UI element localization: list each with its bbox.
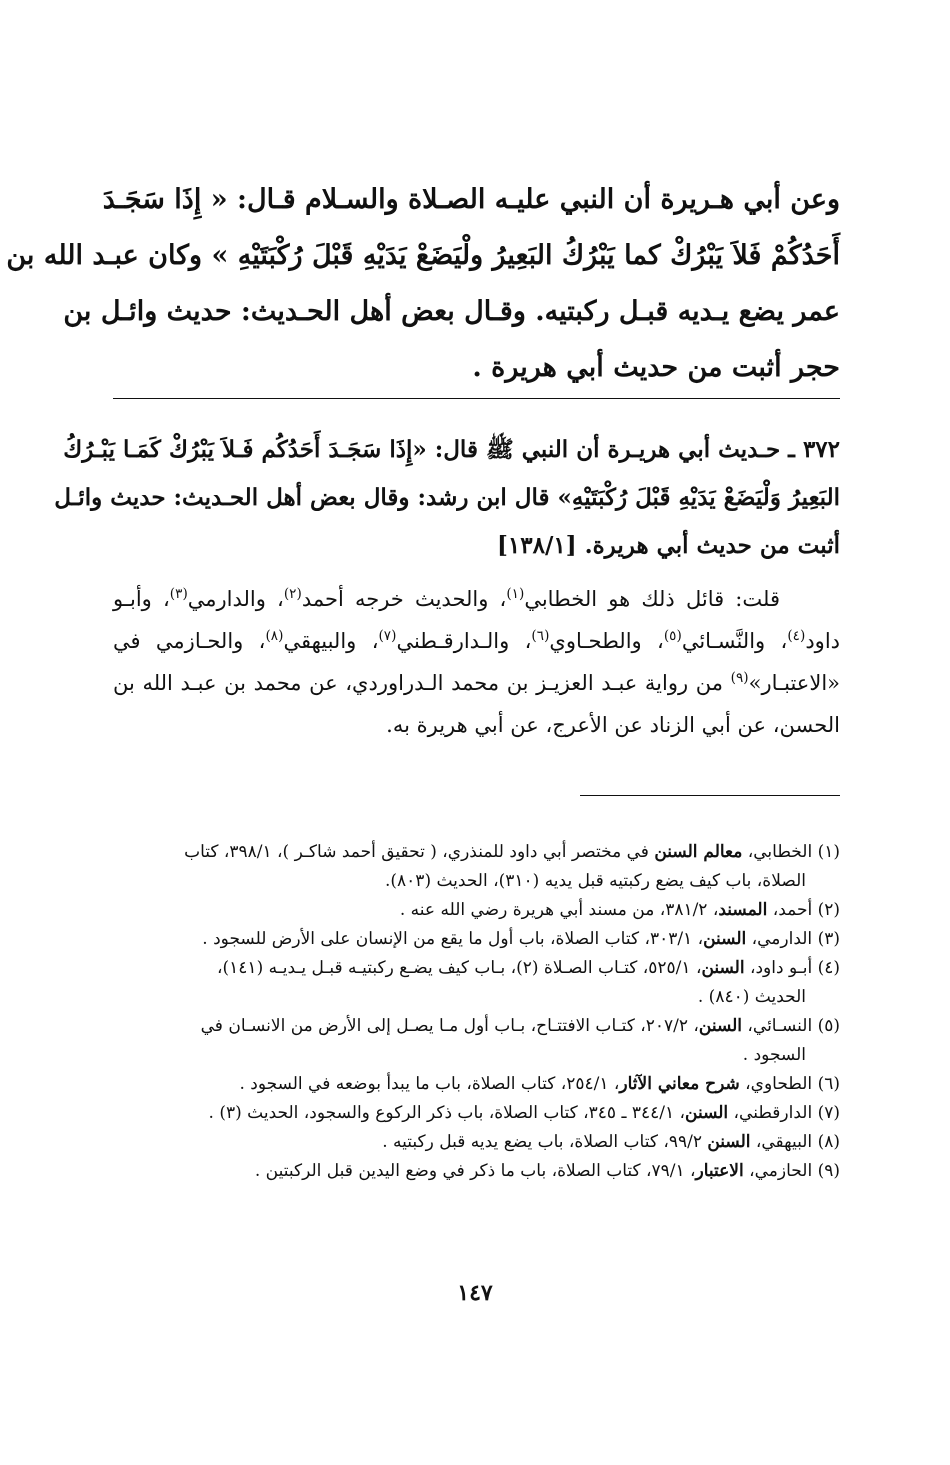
footnote-separator [580,795,840,796]
footnote-marker[interactable]: (٣) [169,586,188,602]
page-number: ١٤٧ [457,1280,493,1306]
footnote-author: البيهقي، [750,1132,813,1152]
footnote-author: الطحاوي، [739,1074,813,1094]
footnote-number: (٨) [817,1132,840,1152]
quote-line: وعن أبي هـريرة أن النبي عليـه الصـلاة والسـلام قـال: « إِذَا سَجَـدَ [102,184,840,215]
commentary-line [113,578,840,620]
footnote-number: (٢) [817,900,840,920]
footnote-marker[interactable]: (٦) [531,628,550,644]
footnote-marker[interactable]: (٢) [283,586,302,602]
footnote-marker[interactable]: (٥) [663,628,682,644]
text-run: ، والنَّسـائي [681,629,788,653]
footnote-number: (٩) [817,1161,840,1181]
entry-line: ٣٧٢ ـ حـديث أبي هريـرة أن النبي ﷺ قال: «إِذَا سَجَـدَ أَحَدُكُم فَـلاَ يَبْرُكْ كَمَـا يَبْـرُكُ [63,436,840,463]
text-run: قلت: قائل ذلك هو الخطابي [524,587,780,611]
footnote-author: الدارمي، [746,929,813,949]
section-divider [113,398,840,399]
commentary-paragraph [113,578,840,746]
footnote [110,1128,840,1157]
footnote [110,1099,840,1128]
footnote-number: (٤) [817,958,840,978]
footnote-number: (٥) [817,1016,840,1036]
text-run: ، والطحـاوي [549,629,664,653]
text-run: من رواية عبـد العزيـز بن محمد الـدراوردي، عن محمد بن عبـد الله بن [113,671,731,695]
footnote-text: ، ٢٠٧/٢، كتـاب الافتتـاح، بـاب أول مـا يصـل إلى الأرض من الانسـان في [200,1016,699,1036]
footnote-title: شرح معاني الآثار [619,1074,740,1094]
text-run: ، والدارمي [187,587,284,611]
quote-line: حجر أثبت من حديث أبي هريرة . [472,352,840,383]
footnote-title: السنن [707,1132,751,1152]
footnote-marker[interactable]: (٧) [378,628,397,644]
footnote-author: النسـائي، [742,1016,813,1036]
footnote [110,954,840,1012]
entry-line: أثبت من حديث أبي هريرة. [١٣٨/١] [497,532,840,559]
footnote-number: (١) [817,842,840,862]
footnote-text: في مختصر أبي داود للمنذري، ( تحقيق أحمد شاكـر )، ٣٩٨/١، كتاب [184,842,655,862]
quoted-passage [6,172,840,396]
footnote-continuation: الحديث (٨٤٠) . [697,987,806,1007]
footnote-number: (٦) [817,1074,840,1094]
footnote [110,1012,840,1070]
footnote-continuation: الصلاة، باب كيف يضع ركبتيه قبل يديه (٣١٠)، الحديث (٨٠٣). [385,871,806,891]
footnote-title: المسند [718,900,768,920]
footnote-marker[interactable]: (٨) [265,628,284,644]
commentary-line [113,662,840,704]
footnote-author: أحمد، [767,900,813,920]
footnote-text: ، ٣٨١/٢، من مسند أبي هريرة رضي الله عنه . [399,900,719,920]
quote-line: عمر يضع يـديه قبـل ركبتيه. وقـال بعض أهل الحـديث: حديث وائـل بن [63,296,840,327]
commentary-line: الحسن، عن أبي الزناد عن الأعرج، عن أبي هريرة به. [386,713,840,737]
footnote [110,838,840,896]
text-run: ، والـدارقـطني [396,629,532,653]
text-run: ، وأبـو [113,587,170,611]
commentary-line [113,620,840,662]
footnote [110,896,840,925]
footnote [110,1070,840,1099]
footnote-text: ٩٩/٢، كتاب الصلاة، باب يضع يديه قبل ركبتيه . [382,1132,708,1152]
footnote-title: الاعتبار [695,1161,744,1181]
text-run: «الاعتبـار» [748,671,840,695]
footnote-title: السنن [698,1016,743,1036]
footnote-number: (٣) [817,929,840,949]
footnote [110,925,840,954]
text-run: ، والحـازمي في [113,629,266,653]
hadith-entry [54,426,840,570]
footnote-marker[interactable]: (١) [506,586,525,602]
footnote-author: أبـو داود، [744,958,813,978]
footnote-text: ، ٣٤٤/١ ـ ٣٤٥، كتاب الصلاة، باب ذكر الركوع والسجود، الحديث (٣) . [208,1103,685,1123]
footnotes [110,838,840,1186]
footnote-marker[interactable]: (٩) [730,670,749,686]
footnote [110,1157,840,1186]
footnote-continuation: السجود . [742,1045,806,1065]
footnote-number: (٧) [817,1103,840,1123]
text-run: ، والبيهقي [283,629,379,653]
footnote-title: معالم السنن [654,842,743,862]
text-run: داود [805,629,841,653]
footnote-title: السنن [701,958,745,978]
footnote-author: الحازمي، [743,1161,813,1181]
text-run: ، والحديث خرجه أحمد [301,587,507,611]
footnote-author: الدارقطني، [728,1103,813,1123]
entry-line: البَعِيرُ وَلْيَضَعْ يَدَيْهِ قَبْلَ رُكْبَتَيْهِ» قال ابن رشد: وقال بعض أهل الحـديث: حديث وائـل [54,484,840,511]
footnote-text: ، ٣٠٣/١، كتاب الصلاة، باب أول ما يقع من الإنسان على الأرض للسجود . [202,929,704,949]
footnote-author: الخطابي، [742,842,813,862]
footnote-text: ، ٥٢٥/١، كتـاب الصـلاة (٢)، بـاب كيف يضـع ركبتيـه قبـل يـديـه (١٤١)، [217,958,702,978]
footnote-text: ، ٧٩/١، كتاب الصلاة، باب ما ذكر في وضع اليدين قبل الركبتين . [254,1161,696,1181]
footnote-title: السنن [685,1103,729,1123]
footnote-text: ، ٢٥٤/١، كتاب الصلاة، باب ما يبدأ بوضعه في السجود . [239,1074,620,1094]
footnote-title: السنن [703,929,747,949]
quote-line: أَحَدُكُمْ فَلاَ يَبْرُكْ كما يَبْرُكُ البَعِيرُ ولْيَضَعْ يَدَيْهِ قَبْلَ رُكْبَتَيْهِ » وكان عبـد الله بن [6,240,840,271]
footnote-marker[interactable]: (٤) [787,628,806,644]
